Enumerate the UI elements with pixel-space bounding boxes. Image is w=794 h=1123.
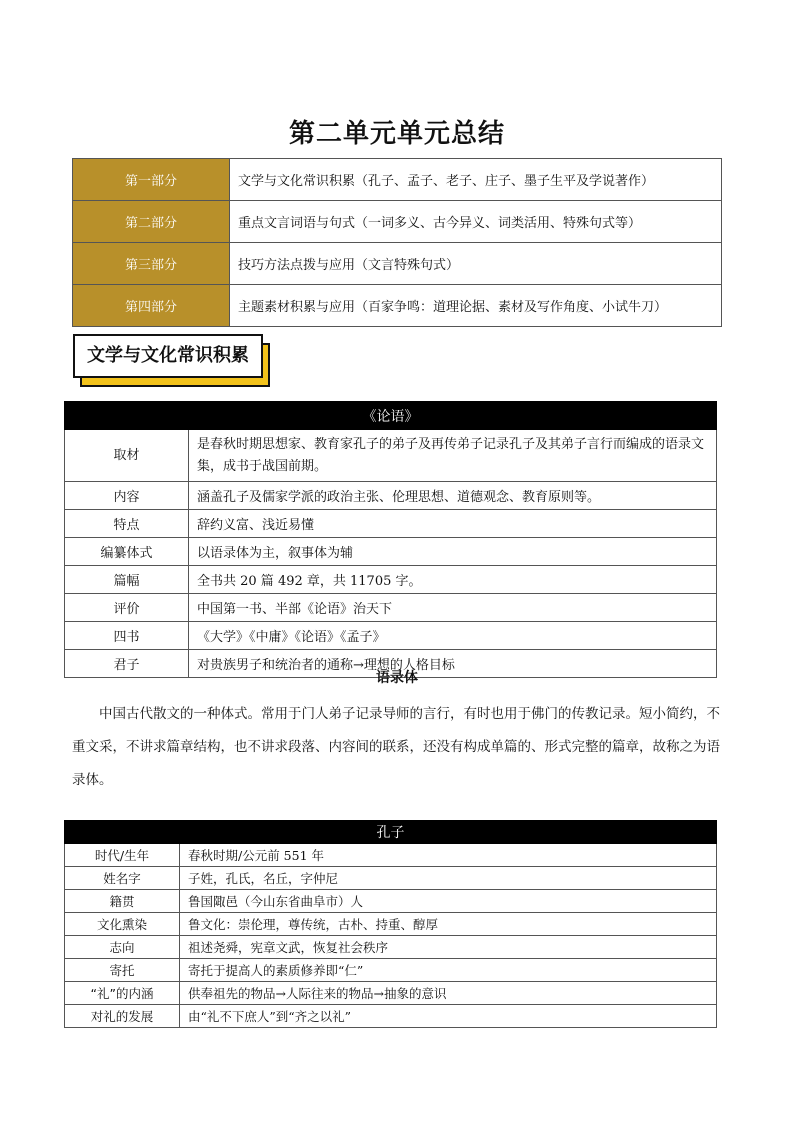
part-label: 第三部分 [73,243,230,285]
part-description: 重点文言词语与句式（一词多义、古今异义、词类活用、特殊句式等） [230,201,722,243]
table-row [65,566,717,594]
overview-row [73,159,722,201]
row-key: 时代/生年 [65,844,180,867]
row-value: 供奉祖先的物品→人际往来的物品→抽象的意识 [180,982,717,1005]
overview-row [73,285,722,327]
table-row [65,430,717,482]
row-value: 寄托于提高人的素质修养即“仁” [180,959,717,982]
overview-row [73,201,722,243]
row-key: 内容 [65,482,189,510]
page-title: 第二单元单元总结 [288,119,505,149]
row-key: 文化熏染 [65,913,180,936]
row-value: 鲁国陬邑（今山东省曲阜市）人 [180,890,717,913]
row-value: 祖述尧舜，宪章文武，恢复社会秩序 [180,936,717,959]
row-value: 由“礼不下庶人”到“齐之以礼” [180,1005,717,1028]
row-key: 取材 [65,430,189,482]
row-key: 寄托 [65,959,180,982]
row-value: 涵盖孔子及儒家学派的政治主张、伦理思想、道德观念、教育原则等。 [189,482,717,510]
yulu-paragraph: 中国古代散文的一种体式。常用于门人弟子记录导师的言行，有时也用于佛门的传教记录。短小简约，不重文采，不讲求篇章结构，也不讲求段落、内容间的联系，还没有构成单篇的、形式完整的篇章，故称之为语录体。 [72,706,720,788]
row-key: 志向 [65,936,180,959]
row-value: 全书共 20 篇 492 章，共 11705 字。 [189,566,717,594]
table-row [65,936,717,959]
table-header: 《论语》 [65,402,717,430]
table-header: 孔子 [65,821,717,844]
table-row [65,1005,717,1028]
row-key: 四书 [65,622,189,650]
table-row [65,959,717,982]
row-value: 以语录体为主，叙事体为辅 [189,538,717,566]
row-key: 评价 [65,594,189,622]
part-description: 技巧方法点拨与应用（文言特殊句式） [230,243,722,285]
table-row [65,482,717,510]
part-label: 第二部分 [73,201,230,243]
overview-row [73,243,722,285]
overview-table [72,158,722,327]
table-row [65,622,717,650]
table-row [65,913,717,936]
row-value: 《大学》《中庸》《论语》《孟子》 [189,622,717,650]
lunyu-table [64,401,717,678]
row-key: 君子 [65,650,189,678]
table-row [65,982,717,1005]
row-value: 中国第一书、半部《论语》治天下 [189,594,717,622]
row-value: 辞约义富、浅近易懂 [189,510,717,538]
part-description: 主题素材积累与应用（百家争鸣：道理论据、素材及写作角度、小试牛刀） [230,285,722,327]
part-label: 第一部分 [73,159,230,201]
table-row [65,844,717,867]
table-row [65,867,717,890]
table-row [65,594,717,622]
row-value: 对贵族男子和统治者的通称→理想的人格目标 [189,650,717,678]
part-label: 第四部分 [73,285,230,327]
part-description: 文学与文化常识积累（孔子、孟子、老子、庄子、墨子生平及学说著作） [230,159,722,201]
yulu-heading: 语录体 [376,670,418,686]
row-value: 春秋时期/公元前 551 年 [180,844,717,867]
table-row [65,538,717,566]
row-key: 篇幅 [65,566,189,594]
row-key: 对礼的发展 [65,1005,180,1028]
row-value: 子姓，孔氏，名丘，字仲尼 [180,867,717,890]
table-row [65,890,717,913]
row-key: 特点 [65,510,189,538]
row-key: 姓名字 [65,867,180,890]
row-key: “礼”的内涵 [65,982,180,1005]
section-badge: 文学与文化常识积累 [73,334,263,378]
row-key: 籍贯 [65,890,180,913]
row-value: 鲁文化：崇伦理，尊传统，古朴、持重、醇厚 [180,913,717,936]
row-key: 编纂体式 [65,538,189,566]
row-value: 是春秋时期思想家、教育家孔子的弟子及再传弟子记录孔子及其弟子言行而编成的语录文集，成书于战国前期。 [189,430,717,482]
table-row [65,510,717,538]
kongzi-table [64,820,717,1028]
